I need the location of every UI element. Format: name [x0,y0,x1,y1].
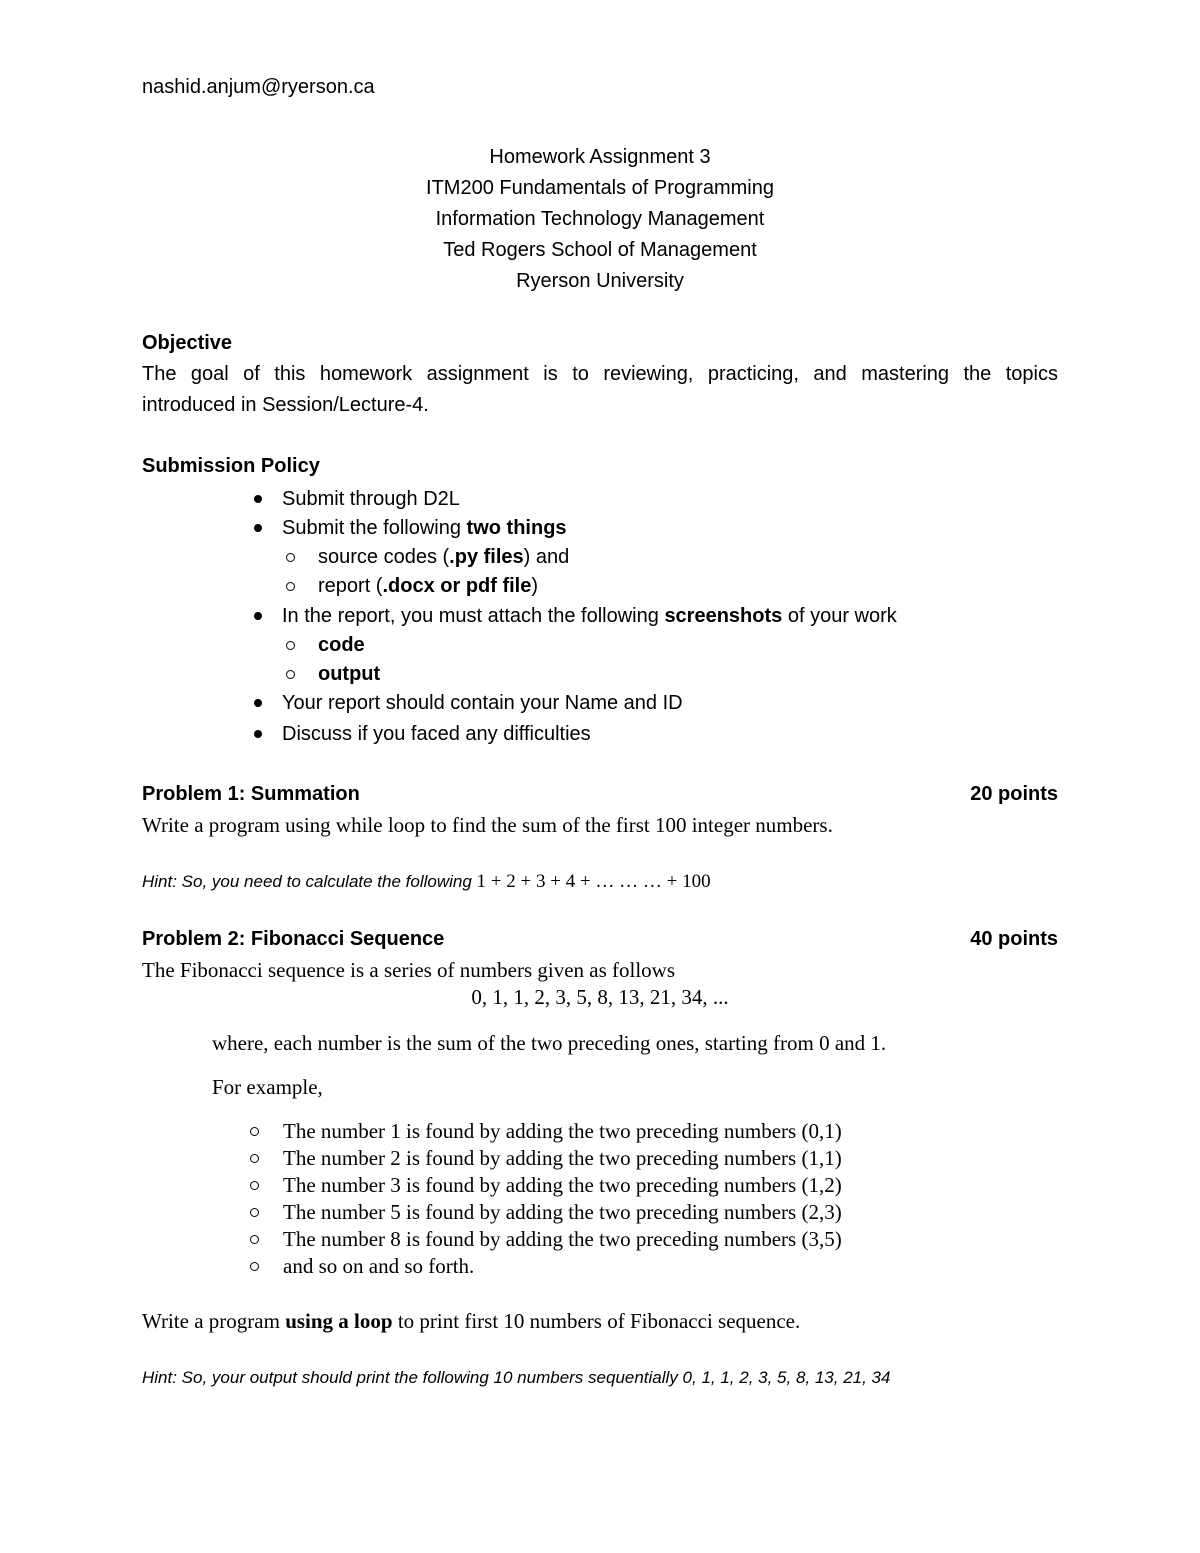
submission-sub-source-codes: source codes (.py files) and [318,546,570,568]
submission-heading: Submission Policy [142,455,320,477]
example-item: The number 3 is found by adding the two preceding numbers (1,2) [283,1173,842,1197]
problem2-points: 40 points [970,928,1058,950]
example-item: The number 8 is found by adding the two preceding numbers (3,5) [283,1227,842,1251]
example-item: The number 1 is found by adding the two preceding numbers (0,1) [283,1119,842,1143]
example-item: The number 2 is found by adding the two preceding numbers (1,1) [283,1146,842,1170]
problem2-title: Problem 2: Fibonacci Sequence [142,928,445,950]
problem2-where: where, each number is the sum of the two preceding ones, starting from 0 and 1. [212,1031,887,1055]
circle-bullet-icon [286,582,295,591]
circle-bullet-icon [250,1154,259,1163]
circle-bullet-icon [250,1262,259,1271]
objective-heading: Objective [142,332,233,354]
submission-sub-output: output [318,663,381,685]
problem2-intro: The Fibonacci sequence is a series of numbers given as follows [142,958,676,982]
submission-item-name-id: Your report should contain your Name and ID [282,692,683,714]
problem1-hint: Hint: So, you need to calculate the following 1 + 2 + 3 + 4 + … … … + 100 [142,871,711,892]
problem2-task: Write a program using a loop to print first 10 numbers of Fibonacci sequence. [142,1309,801,1333]
fibonacci-sequence: 0, 1, 1, 2, 3, 5, 8, 13, 21, 34, ... [471,985,729,1009]
submission-item-two-things: Submit the following two things [282,517,567,539]
submission-sub-code: code [318,634,365,656]
example-item: and so on and so forth. [283,1254,475,1278]
problem2-example-label: For example, [212,1075,323,1099]
problem2-hint: Hint: So, your output should print the following 10 numbers sequentially 0, 1, 1, 2, 3, 5, 8, 13, 21, 34 [142,1368,891,1387]
bullet-icon [254,524,262,532]
bullet-icon [254,495,262,503]
submission-item-d2l: Submit through D2L [282,488,460,510]
problem1-points: 20 points [970,783,1058,805]
circle-bullet-icon [250,1127,259,1136]
example-item: The number 5 is found by adding the two preceding numbers (2,3) [283,1200,842,1224]
title-school: Ted Rogers School of Management [443,239,757,261]
title-program: Information Technology Management [435,208,765,230]
circle-bullet-icon [286,553,295,562]
submission-item-screenshots: In the report, you must attach the following screenshots of your work [282,605,897,627]
circle-bullet-icon [250,1208,259,1217]
bullet-icon [254,612,262,620]
title-course: ITM200 Fundamentals of Programming [426,177,774,199]
bullet-icon [254,699,262,707]
objective-line-2: introduced in Session/Lecture-4. [142,394,429,416]
title-assignment: Homework Assignment 3 [489,146,711,168]
circle-bullet-icon [286,670,295,679]
circle-bullet-icon [250,1181,259,1190]
title-university: Ryerson University [516,270,684,292]
submission-sub-report: report (.docx or pdf file) [318,575,539,597]
author-email: nashid.anjum@ryerson.ca [142,76,375,98]
problem1-title: Problem 1: Summation [142,783,360,805]
circle-bullet-icon [286,641,295,650]
circle-bullet-icon [250,1235,259,1244]
problem1-text: Write a program using while loop to find the sum of the first 100 integer numbers. [142,813,833,837]
bullet-icon [254,730,262,738]
objective-line-1: The goal of this homework assignment is to reviewing, practicing, and mastering the topics [142,363,1058,385]
submission-item-difficulties: Discuss if you faced any difficulties [282,723,591,745]
